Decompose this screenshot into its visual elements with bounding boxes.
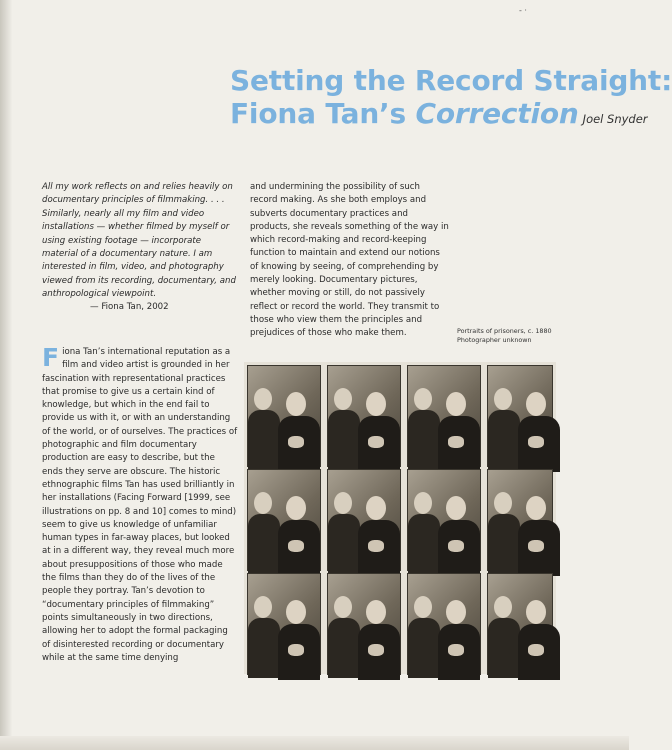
author-name: Joel Snyder (582, 112, 648, 126)
page-bottom-edge (0, 736, 629, 750)
article-title (230, 64, 672, 136)
portrait-photo-4 (487, 365, 553, 467)
title-line-2 (230, 97, 648, 136)
portrait-photo-12 (487, 573, 553, 675)
body-column-2: and undermining the possibility of such record making. As she both employs and subverts documentary practices and products, she reveals something of the way in which record-making and record-keeping function to maintain and extend our notions of knowing by seeing, of comprehending by merely looking. Documentary pictures, whether moving or still, do not passively reflect or record the world. They transmit to those who view them the principles and prejudices of those who make them. (250, 182, 449, 339)
portrait-photo-3 (407, 365, 481, 467)
portrait-photo-9 (247, 573, 321, 675)
portrait-photo-8 (487, 469, 553, 571)
body-paragraph-1: iona Tan’s international reputation as a film and video artist is grounded in her fascination with representational practices that promise to give us a certain kind of knowledge, but which in the end fail to provide us with it, or with an understanding of the world, or of ourselves. The practices of photographic and film documentary production are easy to describe, but the ends they serve are obscure. The historic ethnographic films Tan has used brilliantly in her installations (Facing Forward [1999, see illustrations on pp. 8 and 10] comes to mind) seem to give us knowledge of unfamiliar human types in far-away places, but looked at in a different way, they reveal much more about presuppositions of those who made the films than they do of the lives of the people they portray. Tan’s devotion to “documentary principles of filmmaking” points simultaneously in two directions, allowing her to adopt the formal packaging of disinterested recording or documentary while at the same time denying (42, 347, 238, 663)
drop-cap: F (42, 343, 60, 372)
title-line-2-prefix: Fiona Tan’s (230, 97, 416, 130)
figure-caption (457, 327, 607, 345)
epigraph-attribution: — Fiona Tan, 2002 (90, 302, 169, 312)
page-edge (0, 0, 12, 750)
epigraph: All my work reflects on and relies heavily on documentary principles of filmmaking. . . . Similarly, nearly all my film and video installations — whether filmed by myself or using existing footage — incorporate material of a documentary nature. I am interested in film, video, and photography viewed from its recording, documentary, and anthropological viewpoint. (42, 182, 236, 300)
portrait-photo-10 (327, 573, 401, 675)
title-line-1: Setting the Record Straight: (230, 64, 672, 97)
portrait-photo-1 (247, 365, 321, 467)
body-column-1 (42, 343, 238, 665)
portrait-photo-5 (247, 469, 321, 571)
prisoner-portraits-figure (244, 362, 556, 674)
title-line-2-italic: Correction (415, 97, 579, 130)
corner-mark: - · (519, 6, 527, 15)
caption-line-2: Photographer unknown (457, 336, 532, 344)
caption-line-1: Portraits of prisoners, c. 1880 (457, 327, 552, 335)
portrait-photo-11 (407, 573, 481, 675)
portrait-photo-6 (327, 469, 401, 571)
portrait-photo-7 (407, 469, 481, 571)
portrait-photo-2 (327, 365, 401, 467)
